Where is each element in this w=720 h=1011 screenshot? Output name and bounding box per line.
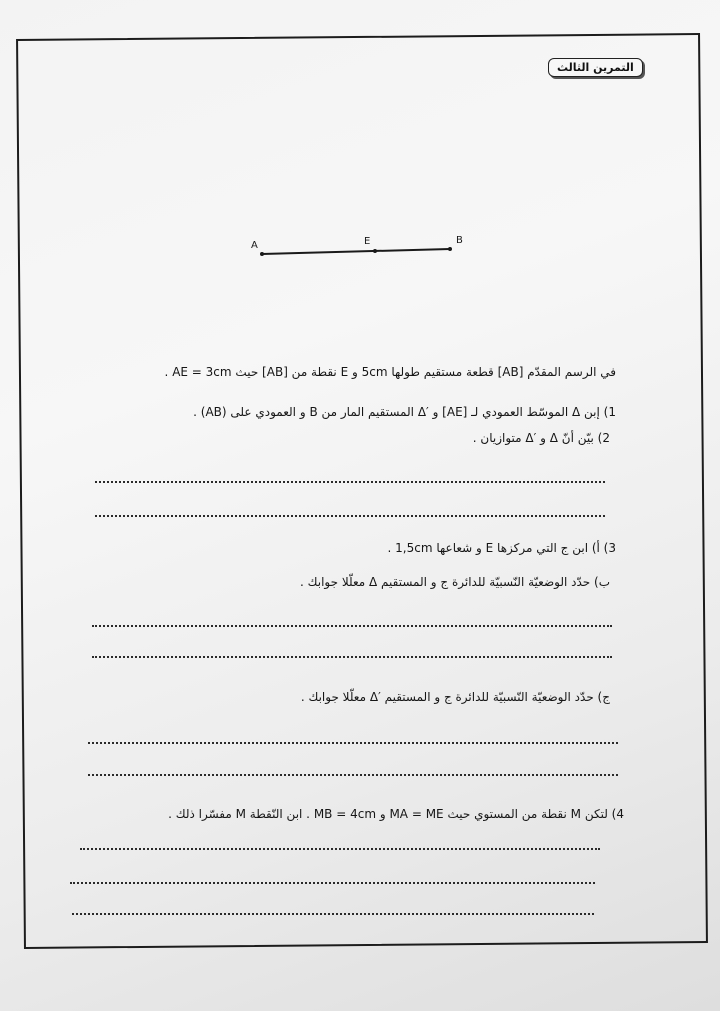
answer-line — [72, 913, 594, 915]
question-2: 2) بيّن أنّ Δ و ′Δ متوازيان . — [472, 431, 610, 445]
point-e — [373, 249, 377, 253]
point-a — [260, 252, 264, 256]
exercise-title: التمرين الثالث — [548, 58, 643, 77]
answer-line — [80, 848, 600, 850]
answer-line — [70, 882, 595, 884]
point-b — [448, 247, 452, 251]
question-4: 4) لتكن M نقطة من المستوي حيث MA = ME و MB = 4cm . ابن النّقطة M مفسّرا ذلك . — [168, 807, 624, 821]
answer-line — [95, 515, 605, 517]
question-3a: 3) أ) ابن ج التي مركزها E و شعاعها 1,5cm . — [387, 541, 616, 555]
segment-figure — [0, 0, 720, 300]
label-a: A — [251, 240, 258, 251]
answer-line — [95, 481, 605, 483]
question-3b: ب) حدّد الوضعيّة النّسبيّة للدائرة ج و المستقيم Δ معلّلا جوابك . — [300, 575, 610, 589]
label-b: B — [456, 235, 463, 246]
question-3c: ج) حدّد الوضعيّة النّسبيّة للدائرة ج و المستقيم ′Δ معلّلا جوابك . — [300, 690, 610, 704]
answer-line — [88, 774, 618, 776]
answer-line — [88, 742, 618, 744]
label-e: E — [364, 236, 371, 247]
answer-line — [92, 656, 612, 658]
question-1: 1) إبن Δ الموسّط العمودي لـ [AE] و ′Δ المستقيم المار من B و العمودي على (AB) . — [193, 405, 616, 419]
segment-ab — [262, 249, 450, 254]
answer-line — [92, 625, 612, 627]
intro-line: في الرسم المقدّم [AB] قطعة مستقيم طولها 5cm و E نقطة من [AB] حيث AE = 3cm . — [164, 365, 616, 379]
